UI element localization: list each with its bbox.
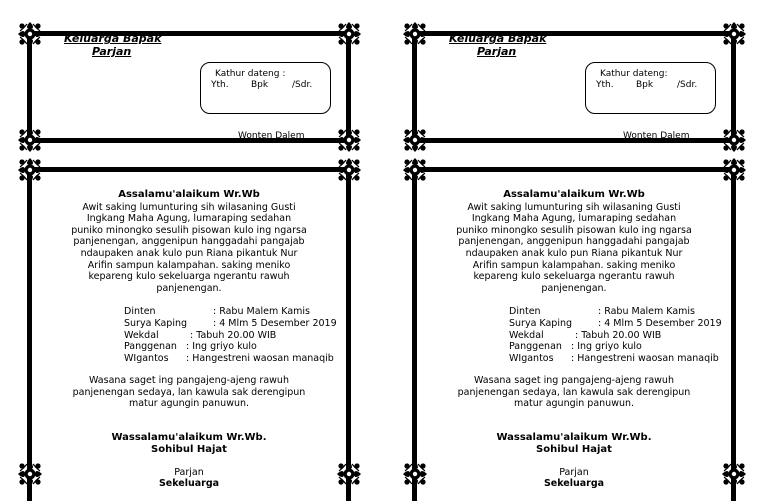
corner-ornament-icon bbox=[402, 21, 428, 47]
sender-name bbox=[449, 32, 546, 58]
address-bpk: Bpk bbox=[636, 80, 654, 90]
address-sdr: /Sdr. bbox=[292, 80, 313, 90]
detail-label: WIgantos bbox=[124, 353, 169, 365]
corner-ornament-icon bbox=[721, 21, 747, 47]
corner-ornament-icon bbox=[336, 461, 362, 487]
address-recipient-line bbox=[596, 80, 705, 91]
closing-paragraph bbox=[44, 375, 334, 410]
signer-family: Sekeluarga bbox=[158, 478, 220, 489]
paragraph-line: kepareng kulo sekeluarga ngerantu rawuh bbox=[88, 271, 290, 283]
address-yth: Yth. bbox=[596, 80, 614, 90]
salam-block bbox=[44, 432, 334, 455]
invitation-paragraph bbox=[429, 189, 719, 294]
sohibul-hajat: Sohibul Hajat bbox=[151, 443, 227, 455]
closing-line: Wasana saget ing pangajeng-ajeng rawuh bbox=[89, 375, 289, 386]
detail-label: Wekdal bbox=[124, 329, 159, 341]
paragraph-line: panjenengan, anggenipun hanggadahi pangajab bbox=[73, 236, 305, 248]
detail-row bbox=[124, 330, 337, 342]
paragraph-line: panjenengan. bbox=[156, 282, 222, 294]
salam: Wassalamu'alaikum Wr.Wb. bbox=[111, 432, 267, 443]
closing-line: panjenengan sedaya, lan kawula sak derengipun bbox=[457, 386, 691, 398]
sender-line-2: Parjan bbox=[477, 45, 517, 58]
signer-family: Sekeluarga bbox=[543, 478, 605, 489]
sender-line-1: Keluarga Bapak bbox=[449, 32, 547, 45]
detail-value: : Ing griyo kulo bbox=[186, 341, 257, 353]
paragraph-line: Awit saking lumunturing sih wilasaning Gusti bbox=[82, 201, 296, 213]
corner-ornament-icon bbox=[336, 127, 362, 153]
detail-row bbox=[124, 318, 337, 330]
greeting: Assalamu'alaikum Wr.Wb bbox=[118, 189, 260, 200]
address-line: Kathur dateng: bbox=[600, 69, 668, 79]
detail-value: : Rabu Malem Kamis bbox=[598, 306, 696, 317]
detail-value: : Ing griyo kulo bbox=[571, 341, 642, 353]
detail-row bbox=[509, 306, 722, 318]
corner-ornament-icon bbox=[17, 157, 43, 183]
detail-row bbox=[509, 341, 722, 353]
address-line: Kathur dateng : bbox=[215, 69, 286, 79]
corner-ornament-icon bbox=[336, 157, 362, 183]
detail-label: Surya Kaping bbox=[124, 317, 188, 329]
signature-block bbox=[89, 467, 289, 489]
event-details bbox=[509, 306, 722, 365]
signer-name: Parjan bbox=[174, 467, 204, 478]
salam: Wassalamu'alaikum Wr.Wb. bbox=[496, 432, 652, 443]
detail-value: : Rabu Malem Kamis bbox=[213, 306, 311, 317]
corner-ornament-icon bbox=[17, 127, 43, 153]
address-yth: Yth. bbox=[211, 80, 229, 90]
closing-paragraph bbox=[429, 375, 719, 410]
closing-line: matur agungin panuwun. bbox=[513, 398, 635, 410]
paragraph-line: Awit saking lumunturing sih wilasaning Gusti bbox=[467, 201, 681, 213]
detail-label: Panggenan bbox=[124, 341, 177, 353]
paragraph-line: Ingkang Maha Agung, lumaraping sedahan bbox=[471, 213, 677, 225]
detail-row bbox=[509, 318, 722, 330]
detail-label: Dinten bbox=[509, 306, 541, 317]
paragraph-line: Arifin sampun kalampahan. saking meniko bbox=[87, 259, 291, 271]
paragraph-line: Ingkang Maha Agung, lumaraping sedahan bbox=[86, 213, 292, 225]
corner-ornament-icon bbox=[721, 461, 747, 487]
detail-value: : 4 Mlm 5 Desember 2019 bbox=[598, 317, 722, 329]
paragraph-line: puniko minongko sesulih pisowan kulo ing ngarsa bbox=[456, 224, 692, 236]
closing-line: Wasana saget ing pangajeng-ajeng rawuh bbox=[474, 375, 674, 386]
greeting: Assalamu'alaikum Wr.Wb bbox=[503, 189, 645, 200]
address-sdr: /Sdr. bbox=[677, 80, 698, 90]
paragraph-line: Arifin sampun kalampahan. saking meniko bbox=[472, 259, 676, 271]
address-recipient-line bbox=[211, 80, 320, 91]
detail-label: Dinten bbox=[124, 306, 156, 317]
detail-value: : Tabuh 20.00 WIB bbox=[575, 329, 662, 341]
paragraph-line: puniko minongko sesulih pisowan kulo ing ngarsa bbox=[71, 224, 307, 236]
wonten-dalem-label: Wonten Dalem bbox=[623, 131, 690, 141]
detail-label: Panggenan bbox=[509, 341, 562, 353]
corner-ornament-icon bbox=[721, 157, 747, 183]
detail-row bbox=[124, 341, 337, 353]
corner-ornament-icon bbox=[17, 461, 43, 487]
event-details bbox=[124, 306, 337, 365]
paragraph-line: panjenengan, anggenipun hanggadahi pangajab bbox=[458, 236, 690, 248]
detail-value: : 4 Mlm 5 Desember 2019 bbox=[213, 317, 337, 329]
detail-label: Wekdal bbox=[509, 329, 544, 341]
detail-value: : Tabuh 20.00 WIB bbox=[190, 329, 277, 341]
address-box bbox=[200, 62, 331, 114]
paragraph-line: ndaupaken anak kulo pun Riana pikantuk Nur bbox=[465, 247, 683, 259]
salam-block bbox=[429, 432, 719, 455]
detail-row bbox=[509, 353, 722, 365]
detail-label: WIgantos bbox=[509, 353, 554, 365]
closing-line: matur agungin panuwun. bbox=[128, 398, 250, 410]
invitation-paragraph bbox=[44, 189, 334, 294]
detail-row bbox=[124, 306, 337, 318]
detail-row bbox=[124, 353, 337, 365]
signer-name: Parjan bbox=[559, 467, 589, 478]
paragraph-line: panjenengan. bbox=[541, 282, 607, 294]
corner-ornament-icon bbox=[17, 21, 43, 47]
corner-ornament-icon bbox=[402, 157, 428, 183]
address-box bbox=[585, 62, 716, 114]
sender-name bbox=[64, 32, 161, 58]
corner-ornament-icon bbox=[402, 461, 428, 487]
corner-ornament-icon bbox=[336, 21, 362, 47]
detail-row bbox=[509, 330, 722, 342]
detail-value: : Hangestreni waosan manaqib bbox=[186, 353, 334, 365]
wonten-dalem-label: Wonten Dalem bbox=[238, 131, 305, 141]
signature-block bbox=[474, 467, 674, 489]
sohibul-hajat: Sohibul Hajat bbox=[536, 443, 612, 455]
corner-ornament-icon bbox=[402, 127, 428, 153]
detail-value: : Hangestreni waosan manaqib bbox=[571, 353, 719, 365]
closing-line: panjenengan sedaya, lan kawula sak derengipun bbox=[72, 386, 306, 398]
invitation-card-right bbox=[385, 0, 768, 501]
address-bpk: Bpk bbox=[251, 80, 269, 90]
paragraph-line: kepareng kulo sekeluarga ngerantu rawuh bbox=[473, 271, 675, 283]
sender-line-2: Parjan bbox=[92, 45, 132, 58]
sender-line-1: Keluarga Bapak bbox=[64, 32, 162, 45]
corner-ornament-icon bbox=[721, 127, 747, 153]
detail-label: Surya Kaping bbox=[509, 317, 573, 329]
paragraph-line: ndaupaken anak kulo pun Riana pikantuk Nur bbox=[80, 247, 298, 259]
